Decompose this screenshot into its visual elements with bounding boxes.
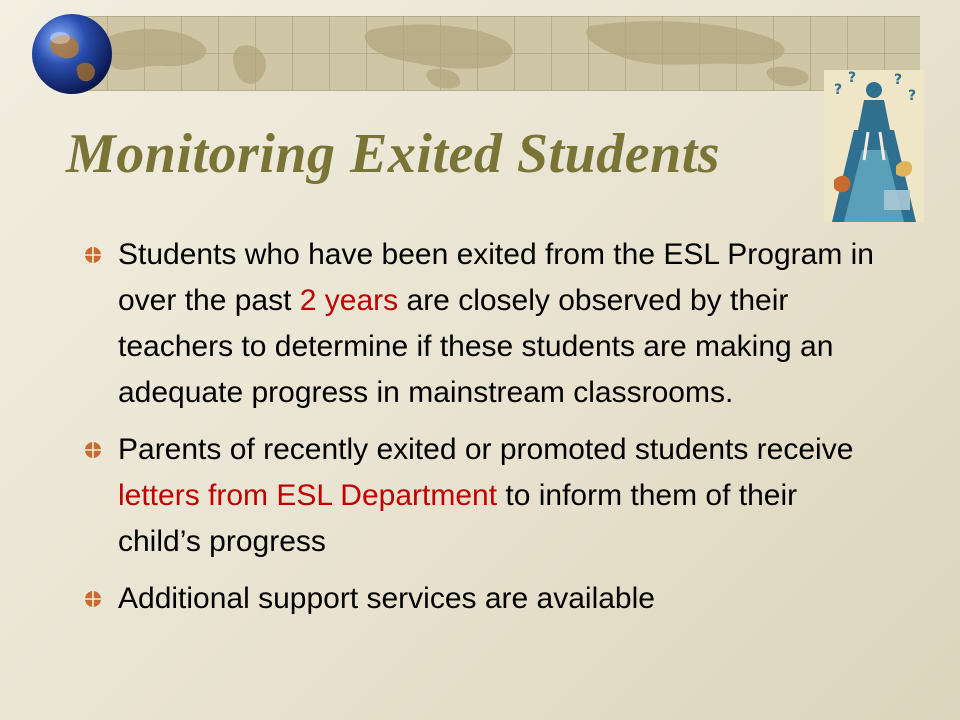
bullet-gear-icon (84, 441, 102, 459)
highlight-text: 2 years (299, 284, 399, 317)
confused-person-clipart (824, 70, 924, 222)
world-map-banner (70, 16, 920, 91)
bullet-item (80, 232, 880, 416)
bullet-list (80, 232, 880, 633)
slide-title: Monitoring Exited Students (66, 123, 721, 185)
svg-text:?: ? (908, 88, 917, 104)
bullet-item (80, 427, 880, 565)
bullet-text: Students who have been exited from the ESL Program in over the past (118, 238, 874, 317)
bullet-item (80, 576, 880, 622)
bullet-text: to inform them of their child’s progress (118, 479, 798, 558)
svg-text:?: ? (894, 72, 903, 88)
svg-text:?: ? (848, 70, 857, 86)
globe-icon (30, 12, 114, 96)
bullet-text: are closely observed by their teachers to determine if these students are making an adequate progress in mainstream classrooms. (118, 284, 834, 409)
svg-text:?: ? (834, 82, 843, 98)
bullet-gear-icon (84, 246, 102, 264)
bullet-gear-icon (84, 590, 102, 608)
highlight-text: letters from ESL Department (118, 479, 498, 512)
bullet-text: Additional support services are available (118, 582, 655, 615)
bullet-text: Parents of recently exited or promoted students receive (118, 433, 854, 466)
